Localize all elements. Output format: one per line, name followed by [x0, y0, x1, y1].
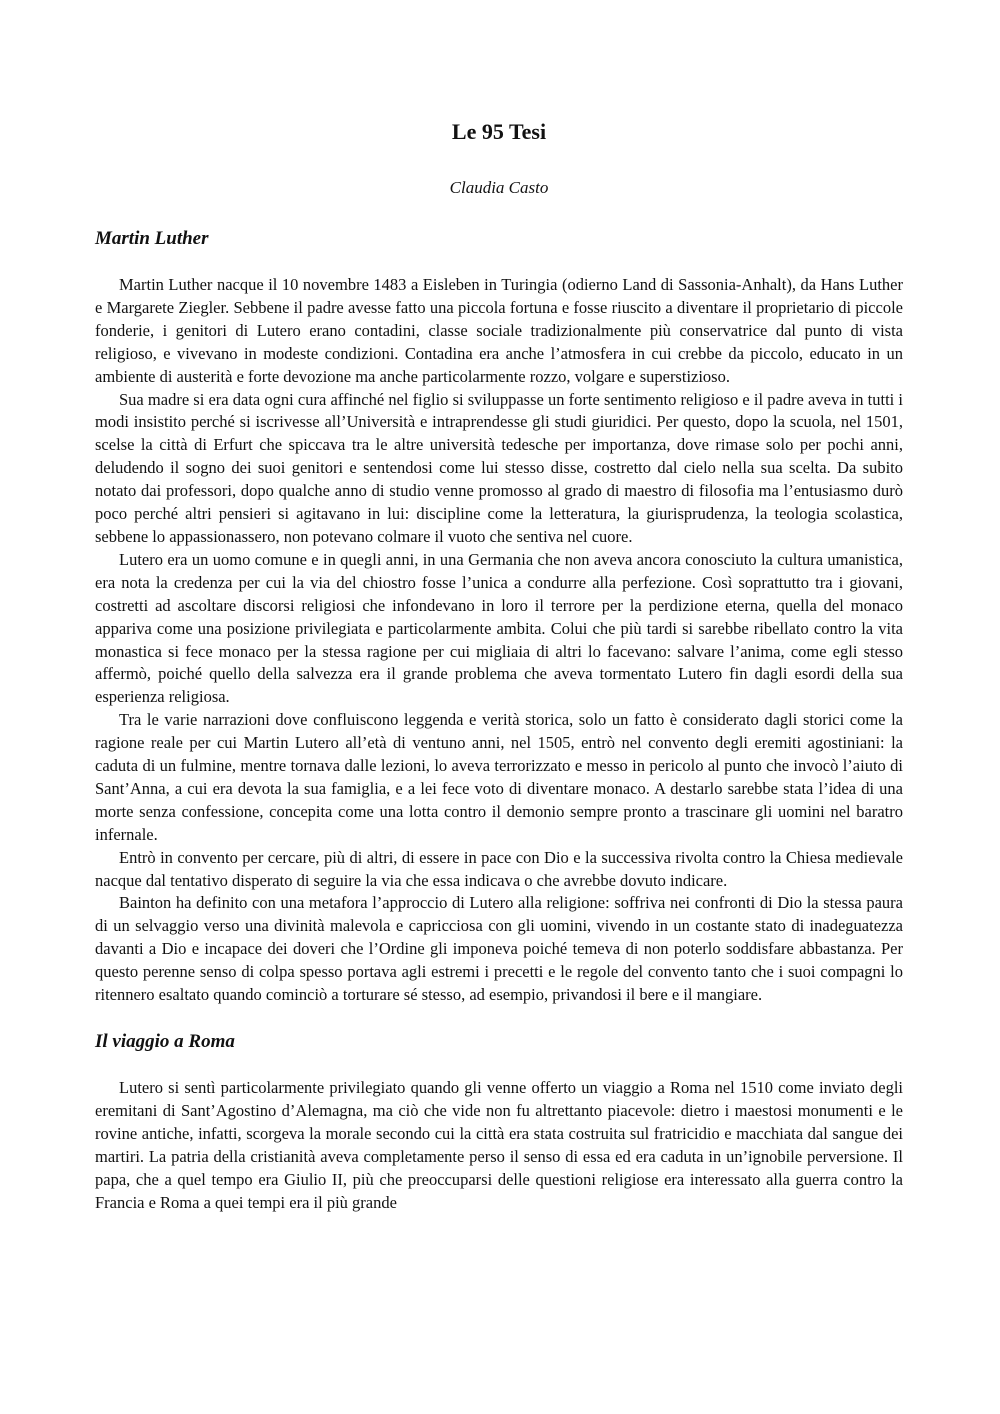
paragraph: Bainton ha definito con una metafora l’approccio di Lutero alla religione: soffriva nei confronti di Dio la stessa paura di un selvaggio verso una divinità malevola e capricciosa con gli uomini, vivendo in un costante stato di inadeguatezza davanti a Dio e incapace dei doveri che l’Ordine gli imponeva poiché temeva di non poterlo soddisfare abbastanza. Per questo perenne senso di colpa spesso portava agli estremi i precetti e le regole del convento tanto che i suoi compagni lo ritennero esaltato quando cominciò a torturare sé stesso, ad esempio, privandosi il bere e il mangiare.	[95, 893, 903, 1005]
document-title: Le 95 Tesi	[451, 119, 547, 144]
document-author: Claudia Casto	[449, 178, 549, 197]
document-page	[95, 116, 903, 1214]
paragraph: Lutero si sentì particolarmente privilegiato quando gli venne offerto un viaggio a Roma nel 1510 come inviato degli eremitani di Sant’Agostino d’Alemagna, ma ciò che vide non fu altrettanto piacevole: dietro i maestosi monumenti e le rovine antiche, infatti, scorgeva la morale secondo cui la città era stata costruita sul fratricidio e macchiata dal sangue dei martiri. La patria della cristianità aveva completamente perso il senso di essa ed era caduta in un’ignobile perversione. Il papa, che a quel tempo era Giulio II, più che preoccuparsi delle questioni religiose era interessato alla guerra contro la Francia e Roma a quei tempi era il più grande	[95, 1078, 903, 1212]
paragraph: Martin Luther nacque il 10 novembre 1483 a Eisleben in Turingia (odierno Land di Sassonia-Anhalt), da Hans Luther e Margarete Ziegler. Sebbene il padre avesse fatto una piccola fortuna e fosse riuscito a diventare il proprietario di piccole fonderie, i genitori di Lutero erano contadini, classe sociale tradizionalmente più conservatrice dal punto di vista religioso, e vivevano in modeste condizioni. Contadina era anche l’atmosfera in cui crebbe da piccolo, educato in un ambiente di austerità e forte devozione ma anche particolarmente rozzo, volgare e superstizioso.	[95, 275, 903, 386]
paragraph: Tra le varie narrazioni dove confluiscono leggenda e verità storica, solo un fatto è considerato dagli storici come la ragione reale per cui Martin Lutero all’età di ventuno anni, nel 1505, entrò nel convento degli eremiti agostiniani: la caduta di un fulmine, mentre tornava dalle lezioni, lo aveva terrorizzato e messo in pericolo al punto che invocò l’aiuto di Sant’Anna, a cui era devota la sua famiglia, e a lei fece voto di diventare monaco. A destarlo sarebbe stata l’idea di una morte senza confessione, concepita come una lotta contro il demonio sempre pronto a trascinare gli uomini nel baratro infernale.	[95, 710, 903, 844]
section-body-viaggio-a-roma	[95, 1077, 903, 1214]
paragraph: Sua madre si era data ogni cura affinché nel figlio si sviluppasse un forte sentimento religioso e il padre aveva in tutti i modi insistito perché si iscrivesse all’Università e intraprendesse gli studi giuridici. Per questo, dopo la scuola, nel 1501, scelse la città di Erfurt che spiccava tra le altre università tedesche per importanza, dove rimase solo per pochi anni, deludendo il sogno dei suoi genitori e sentendosi come lui stesso disse, costretto dal cielo nella sua scelta. Da subito notato dai professori, dopo qualche anno di studio venne promosso al grado di maestro di filosofia ma l’entusiasmo durò poco perché altri pensieri si agitavano in lui: discipline come la letteratura, la giurisprudenza, la teologia scolastica, sebbene lo appassionassero, non potevano colmare il vuoto che sentiva nel cuore.	[95, 389, 903, 546]
section-heading-martin-luther: Martin Luther	[95, 228, 209, 249]
section-body-martin-luther	[95, 274, 903, 1007]
paragraph: Lutero era un uomo comune e in quegli anni, in una Germania che non aveva ancora conosciuto la cultura umanistica, era nota la credenza per cui la via del chiostro fosse l’unica a condurre alla perfezione. Così soprattutto tra i giovani, costretti ad ascoltare discorsi religiosi che infondevano in loro il terrore per la perdizione eterna, quella del monaco appariva come una posizione privilegiata e particolarmente ambita. Colui che più tardi si sarebbe ribellato contro la vita monastica si fece monaco per la stessa ragione per cui migliaia di altri lo facevano: salvare l’anima, come egli stesso affermò, poiché quello della salvezza era il grande problema che aveva tormentato Lutero fin dagli esordi della sua esperienza religiosa.	[95, 549, 903, 707]
section-heading-viaggio-a-roma: Il viaggio a Roma	[95, 1031, 235, 1052]
paragraph: Entrò in convento per cercare, più di altri, di essere in pace con Dio e la successiva rivolta contro la Chiesa medievale nacque dal tentativo disperato di seguire la via che essa indicava o che avrebbe dovuto indicare.	[95, 847, 903, 890]
